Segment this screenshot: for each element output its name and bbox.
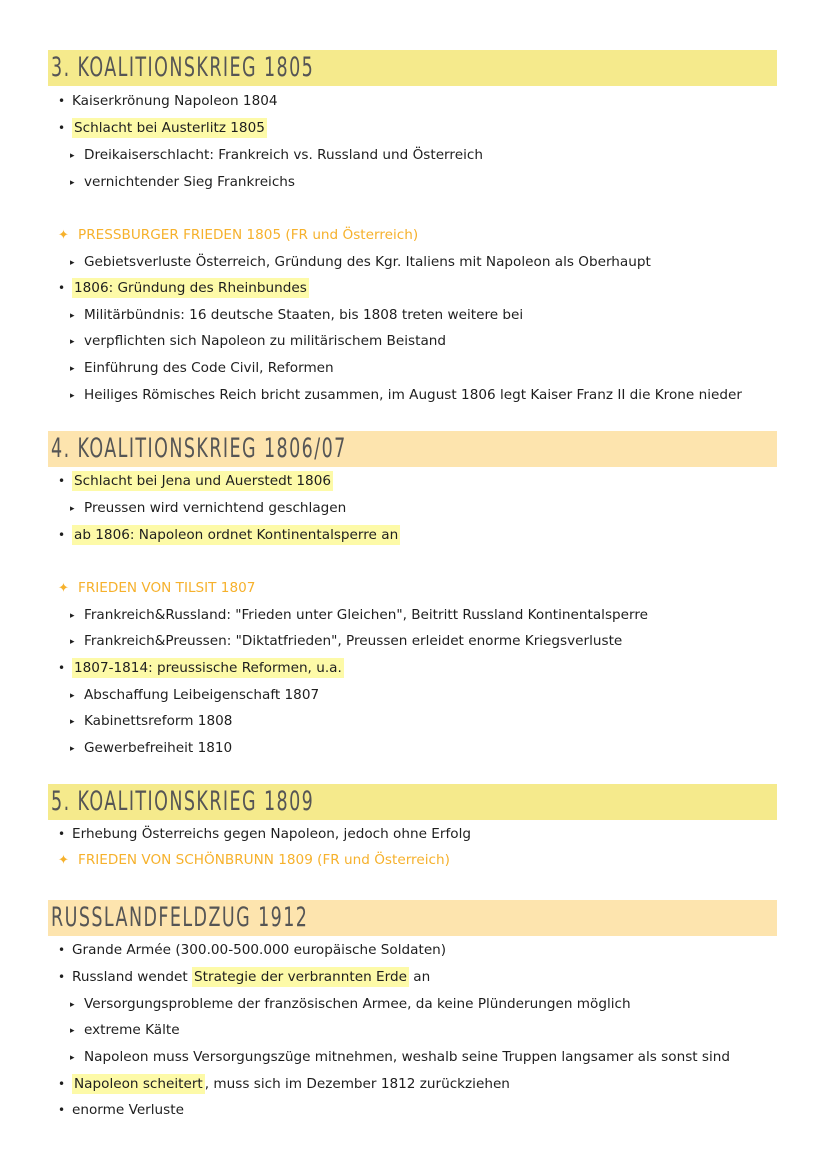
bullet-item: • Russland wendet Strategie der verbrannten Erde an bbox=[58, 969, 431, 985]
sub-bullet-item: ▸ extreme Kälte bbox=[70, 1022, 180, 1038]
bullet-item: • Schlacht bei Austerlitz 1805 bbox=[58, 120, 265, 136]
section-heading-russlandfeldzug: RUSSLANDFELDZUG 1912 bbox=[48, 900, 777, 936]
sub-bullet-item: ▸ verpflichten sich Napoleon zu militärischem Beistand bbox=[70, 333, 447, 349]
sub-bullet-item: ▸ Einführung des Code Civil, Reformen bbox=[70, 360, 334, 376]
bullet-item: • Schlacht bei Jena und Auerstedt 1806 bbox=[58, 473, 331, 489]
section-heading-3-koalitionskrieg: 3. KOALITIONSKRIEG 1805 bbox=[48, 50, 777, 86]
bullet-item: • Napoleon scheitert , muss sich im Dezember 1812 zurückziehen bbox=[58, 1076, 510, 1092]
sub-bullet-item: ▸ Gewerbefreiheit 1810 bbox=[70, 740, 233, 756]
sub-bullet-item: ▸ Gebietsverluste Österreich, Gründung des Kgr. Italiens mit Napoleon als Oberhaupt bbox=[70, 254, 651, 270]
sub-bullet-item: ▸ Frankreich&Preussen: "Diktatfrieden", Preussen erleidet enorme Kriegsverluste bbox=[70, 633, 623, 649]
subheading-frieden-von-tilsit: ✦ FRIEDEN VON TILSIT 1807 bbox=[58, 580, 256, 596]
sub-bullet-item: ▸ Dreikaiserschlacht: Frankreich vs. Russland und Österreich bbox=[70, 147, 483, 163]
bullet-item: • 1806: Gründung des Rheinbundes bbox=[58, 280, 307, 296]
section-heading-5-koalitionskrieg: 5. KOALITIONSKRIEG 1809 bbox=[48, 784, 777, 820]
sub-bullet-item: ▸ Napoleon muss Versorgungszüge mitnehmen, weshalb seine Truppen langsamer als sonst sind bbox=[70, 1049, 731, 1065]
bullet-item: • Grande Armée (300.00-500.000 europäische Soldaten) bbox=[58, 942, 447, 958]
sub-bullet-item: ▸ Militärbündnis: 16 deutsche Staaten, bis 1808 treten weitere bei bbox=[70, 307, 524, 323]
section-heading-4-koalitionskrieg: 4. KOALITIONSKRIEG 1806/07 bbox=[48, 431, 777, 467]
subheading-frieden-von-schoenbrunn: ✦ FRIEDEN VON SCHÖNBRUNN 1809 (FR und Österreich) bbox=[58, 852, 450, 868]
bullet-item: • ab 1806: Napoleon ordnet Kontinentalsperre an bbox=[58, 527, 399, 543]
bullet-item: • 1807-1814: preussische Reformen, u.a. bbox=[58, 660, 342, 676]
subheading-pressburger-frieden: ✦ PRESSBURGER FRIEDEN 1805 (FR und Österreich) bbox=[58, 227, 419, 243]
sub-bullet-item: ▸ Abschaffung Leibeigenschaft 1807 bbox=[70, 687, 320, 703]
sub-bullet-item: ▸ Preussen wird vernichtend geschlagen bbox=[70, 500, 347, 516]
sub-bullet-item: ▸ vernichtender Sieg Frankreichs bbox=[70, 174, 296, 190]
sub-bullet-item: ▸ Heiliges Römisches Reich bricht zusammen, im August 1806 legt Kaiser Franz II die Krone nieder bbox=[70, 387, 742, 403]
sub-bullet-item: ▸ Kabinettsreform 1808 bbox=[70, 713, 233, 729]
bullet-item: • Erhebung Österreichs gegen Napoleon, jedoch ohne Erfolg bbox=[58, 826, 471, 842]
sub-bullet-item: ▸ Versorgungsprobleme der französischen Armee, da keine Plünderungen möglich bbox=[70, 996, 631, 1012]
sub-bullet-item: ▸ Frankreich&Russland: "Frieden unter Gleichen", Beitritt Russland Kontinentalsperre bbox=[70, 607, 649, 623]
bullet-item: • Kaiserkrönung Napoleon 1804 bbox=[58, 93, 278, 109]
bullet-item: • enorme Verluste bbox=[58, 1102, 184, 1118]
